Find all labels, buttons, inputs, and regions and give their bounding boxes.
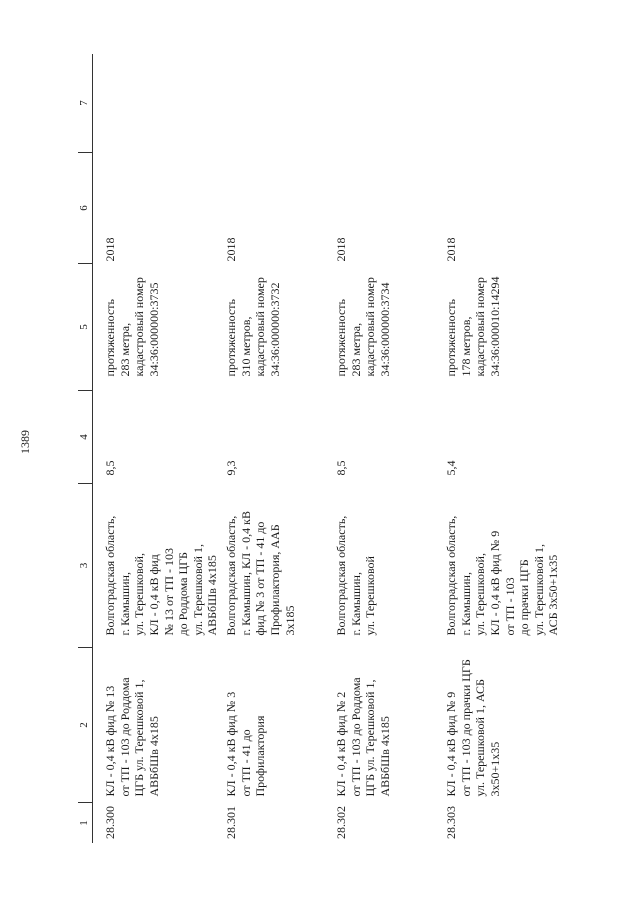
object-details xyxy=(93,264,221,391)
object-extra xyxy=(220,54,330,153)
object-address-line: фид № 3 от ТП - 41 до xyxy=(253,521,268,636)
object-name-line: ЦГБ ул. Терешковой 1, xyxy=(132,679,147,797)
row-number: 28.303 xyxy=(444,806,458,839)
object-address-line: КЛ - 0,4 кВ фид № 9 xyxy=(487,530,502,636)
object-value: 9,3 xyxy=(224,460,238,476)
object-address-line: Профилактория, ААБ xyxy=(267,524,282,636)
object-details-line: протяженность xyxy=(103,298,117,377)
object-address-line: АСБ 3х50+1х35 xyxy=(546,554,561,636)
object-details-line: 34:36:000010:14294 xyxy=(487,276,502,377)
column-header-2: 2 xyxy=(78,648,93,803)
object-address xyxy=(440,484,561,648)
object-year: 2018 xyxy=(224,237,238,262)
table-row xyxy=(440,54,561,843)
column-header-6: 6 xyxy=(78,153,93,264)
object-address-line: КЛ - 0,4 кВ фид xyxy=(146,554,161,636)
object-details-line: протяженность xyxy=(334,298,348,377)
object-address-line: ул. Терешковой 1, xyxy=(531,544,546,636)
object-address-line: г. Камышин, xyxy=(117,572,132,636)
object-name-line: от ТП - 103 до Роддома xyxy=(117,677,132,797)
object-address-line: Волгоградская область, xyxy=(224,515,238,636)
object-details-line: протяженность xyxy=(224,298,238,377)
object-details-line: кадастровый номер xyxy=(363,277,378,377)
object-details-line: 34:36:000000:3735 xyxy=(146,282,161,377)
object-details-line: 283 метра, xyxy=(348,322,363,377)
object-address-line: Волгоградская область, xyxy=(444,515,458,636)
object-name-line: от ТП - 103 до прачки ЦГБ xyxy=(458,659,473,797)
object-name xyxy=(220,648,330,803)
object-name-line: КЛ - 0,4 кВ фид № 3 xyxy=(224,691,238,797)
object-details xyxy=(220,264,330,391)
object-details-line: 34:36:000000:3734 xyxy=(377,282,392,377)
object-name-line: КЛ - 0,4 кВ фид № 13 xyxy=(103,685,117,797)
object-name-line: АВБбШв 4х185 xyxy=(146,716,161,797)
rotated-table-wrapper xyxy=(78,60,568,843)
object-details-line: протяженность xyxy=(444,298,458,377)
object-name xyxy=(93,648,221,803)
object-address-line: АВБбШв 4х185 xyxy=(205,555,220,636)
object-address-line: Волгоградская область, xyxy=(334,515,348,636)
object-name-line: ул. Терешковой 1, АСБ xyxy=(473,679,488,797)
object-name-line: АВБбШв 4х185 xyxy=(377,716,392,797)
object-address-line: г. Камышин, xyxy=(458,572,473,636)
object-details-line: 34:36:000000:3732 xyxy=(267,282,282,377)
object-details-line: 178 метров, xyxy=(458,316,473,377)
object-address-line: № 13 от ТП - 103 xyxy=(161,547,176,636)
row-number: 28.301 xyxy=(224,806,238,839)
object-address-line: г. Камышин, xyxy=(348,572,363,636)
object-address-line: до прачки ЦГБ xyxy=(517,559,532,636)
object-address-line: г. Камышин, КЛ - 0,4 кВ xyxy=(238,511,253,636)
object-extra xyxy=(330,54,440,153)
object-address-line: ул. Терешковой, xyxy=(473,553,488,636)
object-details xyxy=(330,264,440,391)
object-name-line: 3х50+1х35 xyxy=(487,741,502,797)
object-year: 2018 xyxy=(334,237,348,262)
object-name-line: от ТП - 41 до xyxy=(238,729,253,797)
object-address xyxy=(93,484,221,648)
object-address xyxy=(220,484,330,648)
column-header-5: 5 xyxy=(78,264,93,391)
property-table xyxy=(78,54,561,843)
page-number: 1389 xyxy=(18,430,32,454)
object-address-line: ул. Терешковой 1, xyxy=(190,544,205,636)
table-row xyxy=(93,54,221,843)
object-name xyxy=(440,648,561,803)
object-year: 2018 xyxy=(444,237,458,262)
object-address xyxy=(330,484,440,648)
object-details xyxy=(440,264,561,391)
column-header-7: 7 xyxy=(78,54,93,153)
object-name-line: КЛ - 0,4 кВ фид № 2 xyxy=(334,691,348,797)
object-details-line: кадастровый номер xyxy=(473,277,488,377)
column-number-header-row xyxy=(78,54,93,843)
object-name-line: от ТП - 103 до Роддома xyxy=(348,677,363,797)
object-value: 5,4 xyxy=(444,460,458,476)
object-name-line: КЛ - 0,4 кВ фид № 9 xyxy=(444,691,458,797)
object-address-line: от ТП - 103 xyxy=(502,577,517,636)
table-row xyxy=(330,54,440,843)
object-details-line: кадастровый номер xyxy=(132,277,147,377)
object-name-line: ЦГБ ул. Терешковой 1, xyxy=(363,679,378,797)
column-header-4: 4 xyxy=(78,391,93,484)
object-details-line: 283 метра, xyxy=(117,322,132,377)
object-value: 8,5 xyxy=(103,460,117,476)
object-address-line: ул. Терешковой xyxy=(363,556,378,636)
object-year: 2018 xyxy=(103,237,117,262)
object-details-line: 310 метров, xyxy=(238,316,253,377)
object-extra xyxy=(440,54,561,153)
object-value: 8,5 xyxy=(334,460,348,476)
object-name xyxy=(330,648,440,803)
object-extra xyxy=(93,54,221,153)
row-number: 28.302 xyxy=(334,806,348,839)
object-address-line: 3х185 xyxy=(282,605,297,636)
column-header-1: 1 xyxy=(78,803,93,844)
table-row xyxy=(220,54,330,843)
object-address-line: ул. Терешковой, xyxy=(132,553,147,636)
object-name-line: Профилактория xyxy=(253,715,268,797)
object-address-line: Волгоградская область, xyxy=(103,515,117,636)
object-details-line: кадастровый номер xyxy=(253,277,268,377)
row-number: 28.300 xyxy=(103,806,117,839)
object-address-line: до Роддома ЦГБ xyxy=(176,552,191,636)
column-header-3: 3 xyxy=(78,484,93,648)
